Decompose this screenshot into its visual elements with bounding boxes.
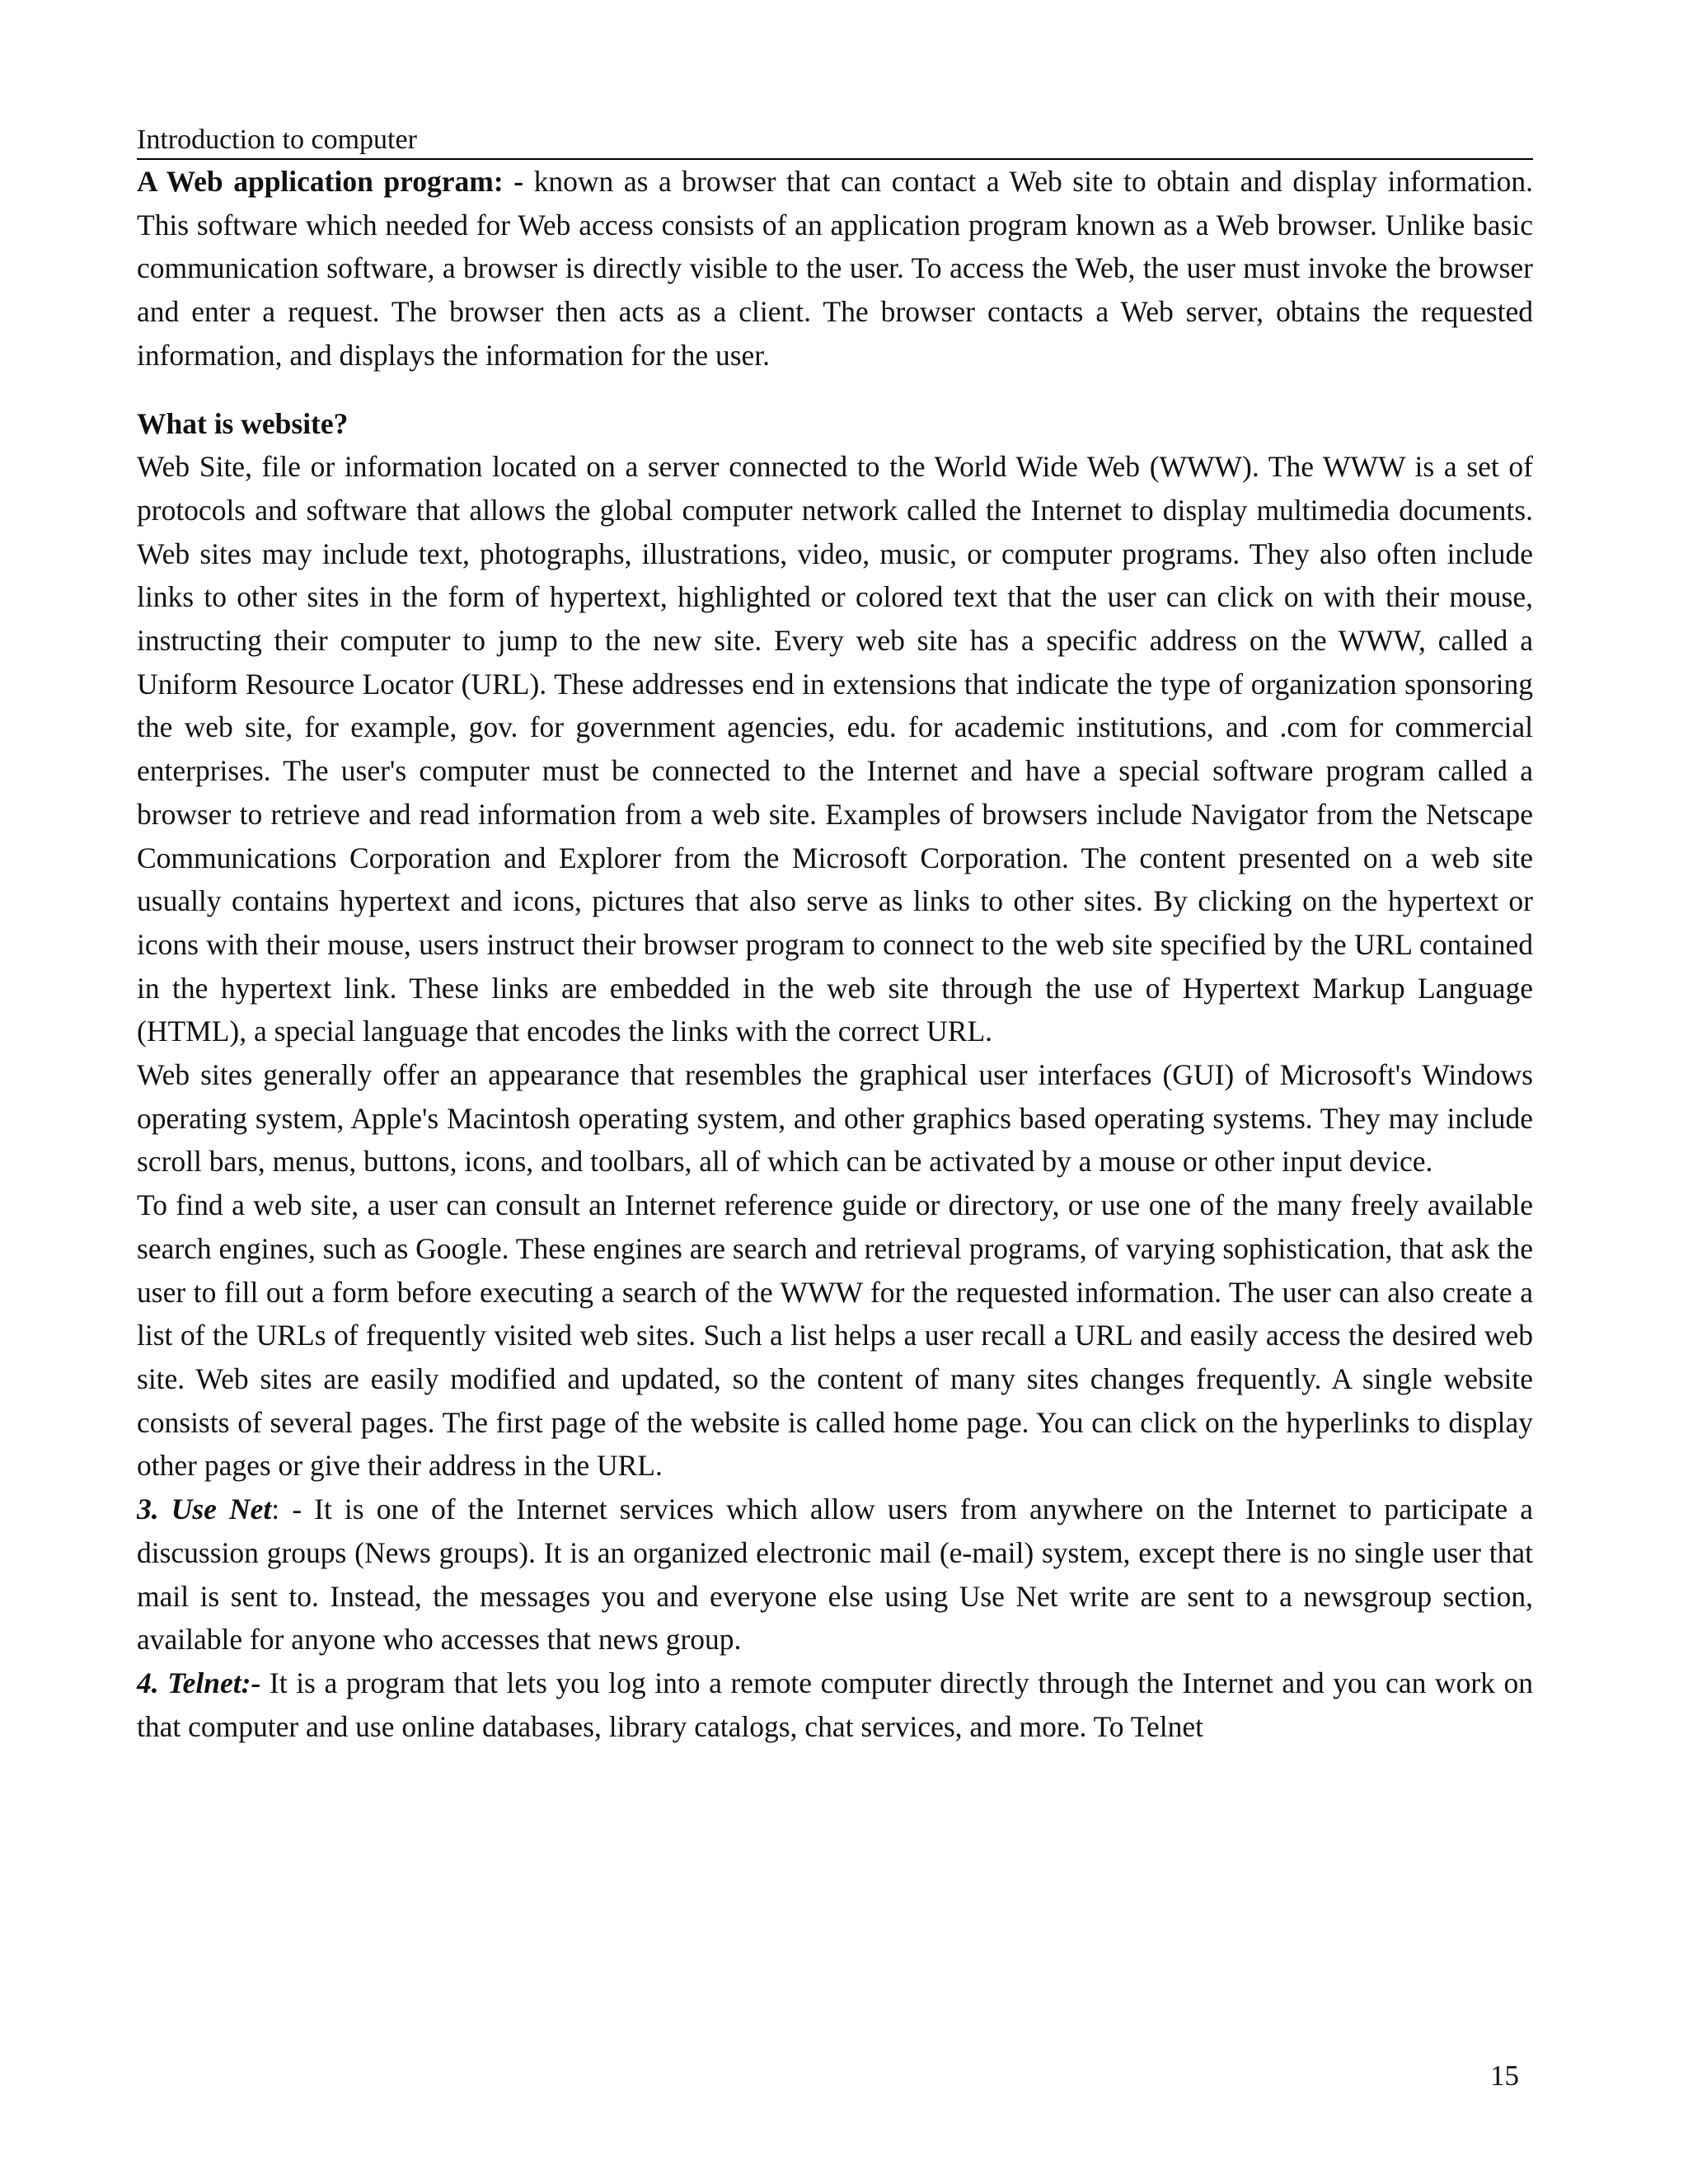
website-paragraph-2: Web sites generally offer an appearance that resembles the graphical user interfaces (GUI) of Microsoft's Windows operating system, Apple's Macintosh operating system, and other graphics based operating systems. They may include scroll bars, menus, buttons, icons, and toolbars, all of which can be activated by a mouse or other input device. [137, 1058, 1533, 1179]
web-application-paragraph [137, 160, 1533, 377]
document-page [137, 122, 1533, 1748]
web-application-term: A Web application program: - [137, 165, 524, 198]
telnet-paragraph [137, 1661, 1533, 1748]
website-paragraph-3: To find a web site, a user can consult an Internet reference guide or directory, or use one of the many freely available search engines, such as Google. These engines are search and retrieval programs, of varying sophistication, that ask the user to fill out a form before executing a search of the WWW for the requested information. The user can also create a list of the URLs of frequently visited web sites. Such a list helps a user recall a URL and easily access the desired web site. Web sites are easily modified and updated, so the content of many sites changes frequently. A single website consists of several pages. The first page of the website is called home page. You can click on the hyperlinks to display other pages or give their address in the URL. [137, 1188, 1533, 1483]
web-application-body: known as a browser that can contact a Web site to obtain and display information. This software which needed for Web access consists of an application program known as a Web browser. Unlike basic communication software, a browser is directly visible to the user. To access the Web, the user must invoke the browser and enter a request. The browser then acts as a client. The browser contacts a Web server, obtains the requested information, and displays the information for the user. [137, 165, 1533, 372]
usenet-term: 3. Use Net [137, 1493, 272, 1526]
what-is-website-heading: What is website? [137, 406, 349, 440]
usenet-paragraph [137, 1488, 1533, 1661]
page-number: 15 [1490, 2060, 1519, 2092]
telnet-body: It is a program that lets you log into a remote computer directly through the Internet and you can work on that computer and use online databases, library catalogs, chat services, and more. To Telnet [137, 1666, 1533, 1743]
telnet-term: 4. Telnet:- [137, 1666, 261, 1699]
usenet-body: : - It is one of the Internet services which allow users from anywhere on the Internet to participate a discussion groups (News groups). It is an organized electronic mail (e-mail) system, except there is no single user that mail is sent to. Instead, the messages you and everyone else using Use Net write are sent to a newsgroup section, available for anyone who accesses that news group. [137, 1493, 1533, 1657]
running-header: Introduction to computer [137, 122, 1533, 160]
website-paragraph-1: Web Site, file or information located on a server connected to the World Wide Web (WWW). The WWW is a set of protocols and software that allows the global computer network called the Internet to display multimedia documents. Web sites may include text, photographs, illustrations, video, music, or computer programs. They also often include links to other sites in the form of hypertext, highlighted or colored text that the user can click on with their mouse, instructing their computer to jump to the new site. Every web site has a specific address on the WWW, called a Uniform Resource Locator (URL). These addresses end in extensions that indicate the type of organization sponsoring the web site, for example, gov. for government agencies, edu. for academic institutions, and .com for commercial enterprises. The user's computer must be connected to the Internet and have a special software program called a browser to retrieve and read information from a web site. Examples of browsers include Navigator from the Netscape Communications Corporation and Explorer from the Microsoft Corporation. The content presented on a web site usually contains hypertext and icons, pictures that also serve as links to other sites. By clicking on the hypertext or icons with their mouse, users instruct their browser program to connect to the web site specified by the URL contained in the hypertext link. These links are embedded in the web site through the use of Hypertext Markup Language (HTML), a special language that encodes the links with the correct URL. [137, 450, 1533, 1048]
